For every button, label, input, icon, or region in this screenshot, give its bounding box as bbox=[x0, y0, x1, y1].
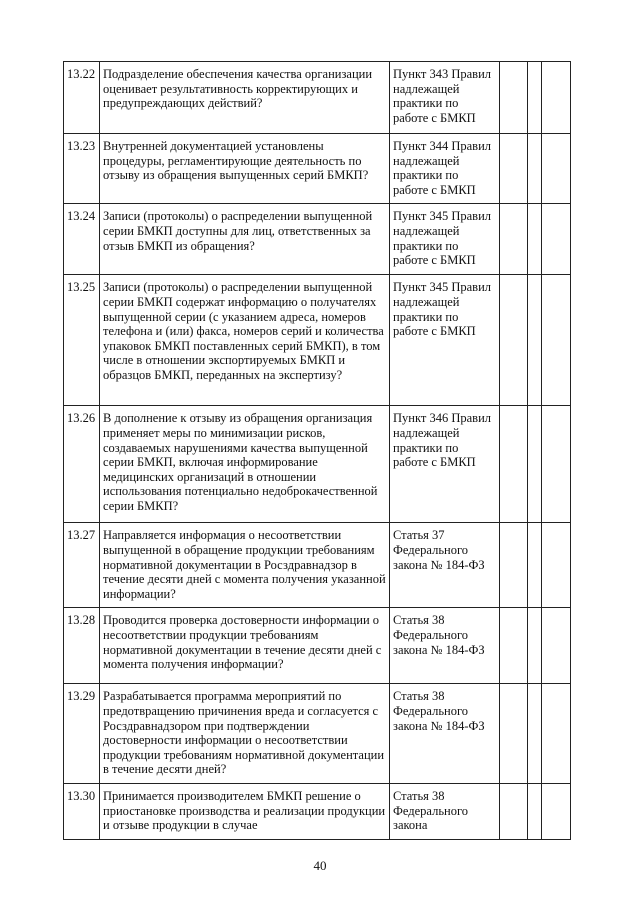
requirement-text: Записи (протоколы) о распределении выпущенной серии БМКП содержат информацию о получателях выпущенной серии (с указанием адреса, номеров телефона и (или) факса, номеров серий и количества упаковок БМКП поставленных серий БМКП), в том числе в отношении экспортируемых БМКП и образцов БМКП, переданных на экспертизу? bbox=[100, 275, 390, 406]
answer-cell-na[interactable] bbox=[542, 62, 571, 134]
answer-cell-no[interactable] bbox=[528, 204, 542, 275]
row-number: 13.27 bbox=[64, 523, 100, 608]
answer-cell-yes[interactable] bbox=[500, 406, 528, 523]
row-number: 13.30 bbox=[64, 783, 100, 839]
requirement-text: Записи (протоколы) о распределении выпущенной серии БМКП доступны для лиц, ответственных за отзыв БМКП из обращения? bbox=[100, 204, 390, 275]
table-row bbox=[64, 523, 571, 608]
answer-cell-na[interactable] bbox=[542, 783, 571, 839]
table-row bbox=[64, 275, 571, 406]
answer-cell-no[interactable] bbox=[528, 783, 542, 839]
answer-cell-yes[interactable] bbox=[500, 62, 528, 134]
answer-cell-yes[interactable] bbox=[500, 523, 528, 608]
answer-cell-yes[interactable] bbox=[500, 134, 528, 204]
checklist-table bbox=[63, 61, 571, 840]
answer-cell-na[interactable] bbox=[542, 134, 571, 204]
answer-cell-no[interactable] bbox=[528, 275, 542, 406]
requirement-text: Внутренней документацией установлены процедуры, регламентирующие деятельность по отзыву из обращения выпущенных серий БМКП? bbox=[100, 134, 390, 204]
legal-reference: Пункт 345 Правил надлежащей практики по работе с БМКП bbox=[390, 275, 500, 406]
answer-cell-na[interactable] bbox=[542, 406, 571, 523]
legal-reference: Пункт 345 Правил надлежащей практики по работе с БМКП bbox=[390, 204, 500, 275]
row-number: 13.26 bbox=[64, 406, 100, 523]
row-number: 13.24 bbox=[64, 204, 100, 275]
row-number: 13.25 bbox=[64, 275, 100, 406]
answer-cell-na[interactable] bbox=[542, 684, 571, 784]
requirement-text: Разрабатывается программа мероприятий по предотвращению причинения вреда и согласуется с Росздравнадзором при подтверждении достоверности информации о несоответствии продукции требованиям нормативной документации в течение десяти дней? bbox=[100, 684, 390, 784]
table-row bbox=[64, 684, 571, 784]
page-number: 40 bbox=[313, 858, 327, 873]
row-number: 13.22 bbox=[64, 62, 100, 134]
answer-cell-no[interactable] bbox=[528, 406, 542, 523]
legal-reference: Статья 38 Федерального закона bbox=[390, 783, 500, 839]
table-row bbox=[64, 406, 571, 523]
requirement-text: Проводится проверка достоверности информации о несоответствии продукции требованиям нормативной документации в течение десяти дней с момента получения информации? bbox=[100, 608, 390, 684]
answer-cell-yes[interactable] bbox=[500, 684, 528, 784]
legal-reference: Пункт 346 Правил надлежащей практики по работе с БМКП bbox=[390, 406, 500, 523]
answer-cell-no[interactable] bbox=[528, 684, 542, 784]
legal-reference: Статья 37 Федерального закона № 184-ФЗ bbox=[390, 523, 500, 608]
answer-cell-na[interactable] bbox=[542, 523, 571, 608]
answer-cell-na[interactable] bbox=[542, 608, 571, 684]
table-row bbox=[64, 204, 571, 275]
answer-cell-no[interactable] bbox=[528, 62, 542, 134]
requirement-text: В дополнение к отзыву из обращения организация применяет меры по минимизации рисков, создаваемых нарушениями качества выпущенной серии БМКП, включая информирование медицинских организаций в отношении использования потенциально недоброкачественной серии БМКП? bbox=[100, 406, 390, 523]
row-number: 13.23 bbox=[64, 134, 100, 204]
table-row bbox=[64, 783, 571, 839]
answer-cell-yes[interactable] bbox=[500, 608, 528, 684]
requirement-text: Подразделение обеспечения качества организации оценивает результативность корректирующих и предупреждающих действий? bbox=[100, 62, 390, 134]
table-row bbox=[64, 134, 571, 204]
answer-cell-na[interactable] bbox=[542, 275, 571, 406]
legal-reference: Статья 38 Федерального закона № 184-ФЗ bbox=[390, 684, 500, 784]
row-number: 13.29 bbox=[64, 684, 100, 784]
answer-cell-no[interactable] bbox=[528, 134, 542, 204]
answer-cell-yes[interactable] bbox=[500, 275, 528, 406]
answer-cell-no[interactable] bbox=[528, 523, 542, 608]
answer-cell-yes[interactable] bbox=[500, 204, 528, 275]
answer-cell-no[interactable] bbox=[528, 608, 542, 684]
table-row bbox=[64, 62, 571, 134]
legal-reference: Статья 38 Федерального закона № 184-ФЗ bbox=[390, 608, 500, 684]
requirement-text: Направляется информация о несоответствии выпущенной в обращение продукции требованиям нормативной документации в Росздравнадзор в течение десяти дней с момента получения указанной информации? bbox=[100, 523, 390, 608]
requirement-text: Принимается производителем БМКП решение о приостановке производства и реализации продукции и отзыве продукции в случае bbox=[100, 783, 390, 839]
legal-reference: Пункт 344 Правил надлежащей практики по работе с БМКП bbox=[390, 134, 500, 204]
legal-reference: Пункт 343 Правил надлежащей практики по работе с БМКП bbox=[390, 62, 500, 134]
table-row bbox=[64, 608, 571, 684]
answer-cell-yes[interactable] bbox=[500, 783, 528, 839]
row-number: 13.28 bbox=[64, 608, 100, 684]
answer-cell-na[interactable] bbox=[542, 204, 571, 275]
